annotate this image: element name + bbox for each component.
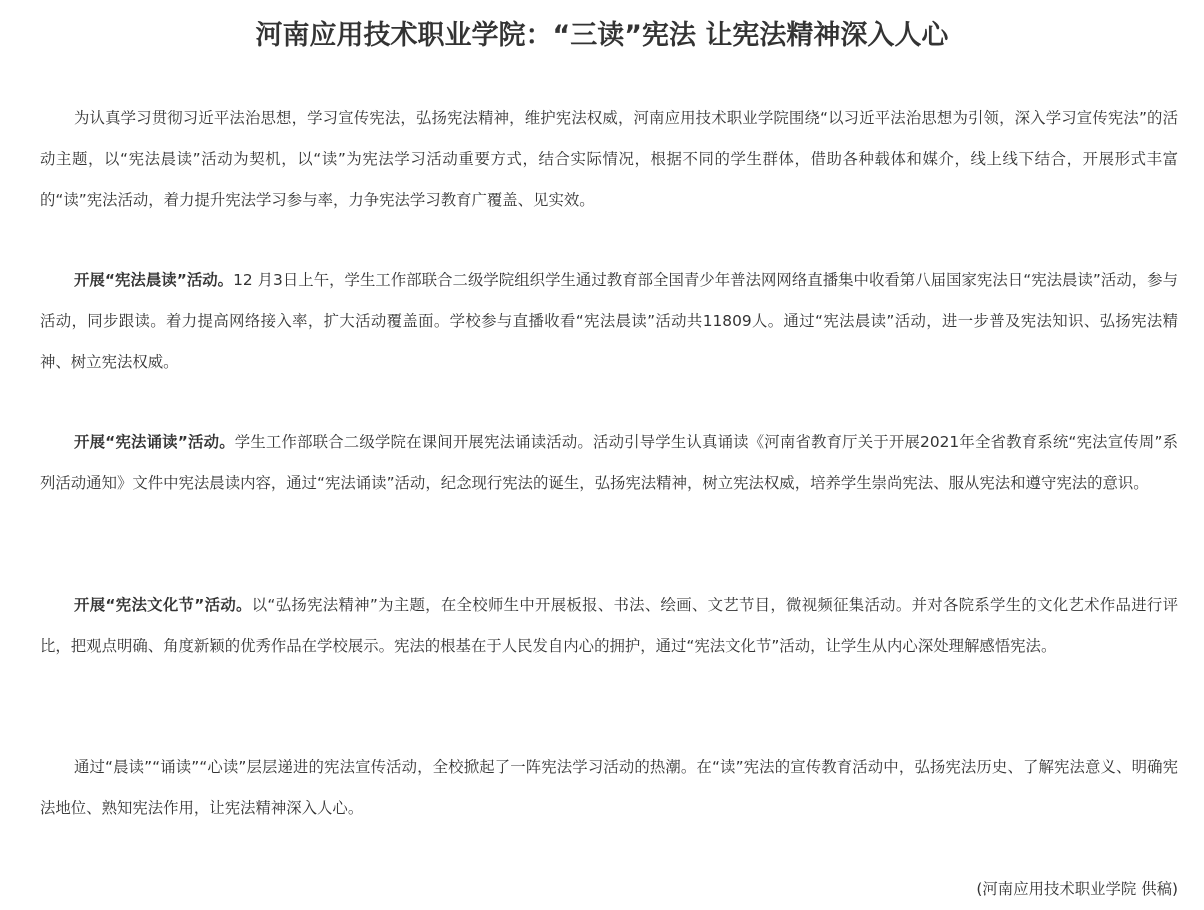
article-title: 河南应用技术职业学院：“三读”宪法 让宪法精神深入人心 — [255, 20, 949, 51]
section-paragraph-morning-reading — [40, 260, 1178, 383]
section-paragraph-recitation — [40, 422, 1178, 504]
section-heading: 开展“宪法诵读”活动。 — [74, 433, 235, 451]
section-body: 学生工作部联合二级学院在课间开展宪法诵读活动。活动引导学生认真诵读《河南省教育厅关于开展2021年全省教育系统“宪法宣传周”系列活动通知》文件中宪法晨读内容，通过“宪法诵读”活动，纪念现行宪法的诞生，弘扬宪法精神，树立宪法权威，培养学生崇尚宪法、服从宪法和遵守宪法的意识。 — [40, 433, 1179, 492]
source-credit: (河南应用技术职业学院 供稿) — [976, 880, 1178, 898]
intro-paragraph: 为认真学习贯彻习近平法治思想，学习宣传宪法，弘扬宪法精神，维护宪法权威，河南应用技术职业学院围绕“以习近平法治思想为引领，深入学习宣传宪法”的活动主题，以“宪法晨读”活动为契机，以“读”为宪法学习活动重要方式，结合实际情况，根据不同的学生群体，借助各种载体和媒介，线上线下结合，开展形式丰富的“读”宪法活动，着力提升宪法学习参与率，力争宪法学习教育广覆盖、见实效。 — [40, 109, 1178, 209]
section-body: 12 月3日上午，学生工作部联合二级学院组织学生通过教育部全国青少年普法网网络直播集中收看第八届国家宪法日“宪法晨读”活动，参与活动，同步跟读。着力提高网络接入率，扩大活动覆盖面。学校参与直播收看“宪法晨读”活动共11809人。通过“宪法晨读”活动，进一步普及宪法知识、弘扬宪法精神、树立宪法权威。 — [40, 271, 1178, 371]
section-body: 以“弘扬宪法精神”为主题，在全校师生中开展板报、书法、绘画、文艺节目，微视频征集活动。并对各院系学生的文化艺术作品进行评比，把观点明确、角度新颖的优秀作品在学校展示。宪法的根基在于人民发自内心的拥护，通过“宪法文化节”活动，让学生从内心深处理解感悟宪法。 — [40, 596, 1178, 655]
section-heading: 开展“宪法晨读”活动。 — [74, 271, 234, 289]
conclusion-paragraph: 通过“晨读”“诵读”“心读”层层递进的宪法宣传活动，全校掀起了一阵宪法学习活动的热潮。在“读”宪法的宣传教育活动中，弘扬宪法历史、了解宪法意义、明确宪法地位、熟知宪法作用，让宪法精神深入人心。 — [40, 758, 1178, 817]
section-heading: 开展“宪法文化节”活动。 — [74, 596, 252, 614]
section-paragraph-culture-festival — [40, 585, 1178, 667]
